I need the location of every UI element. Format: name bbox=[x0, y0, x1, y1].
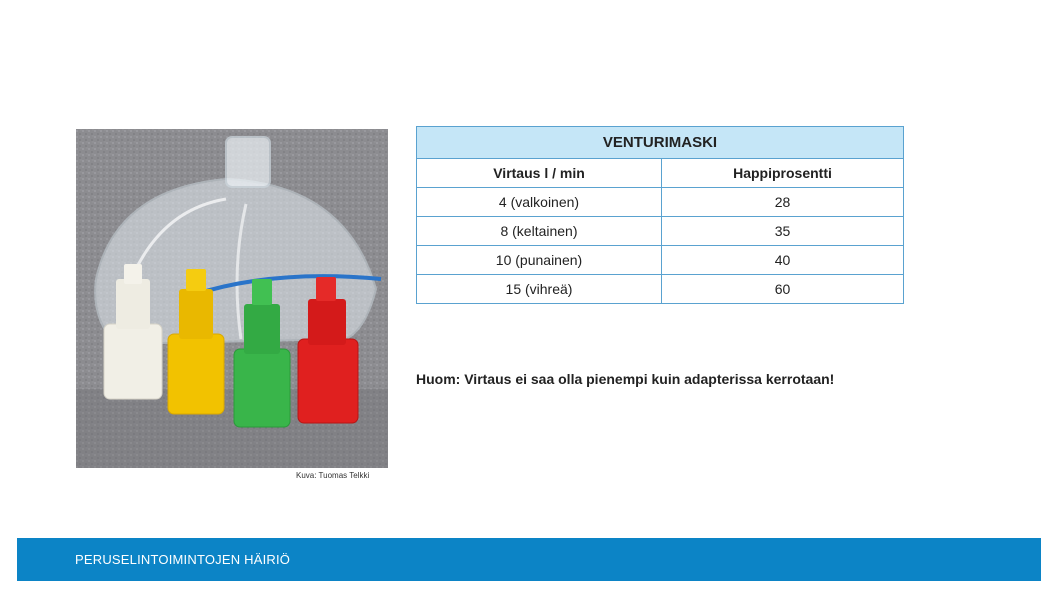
oxygen-cell: 28 bbox=[662, 188, 904, 217]
column-header-oxygen: Happiprosentti bbox=[662, 159, 904, 188]
table-header-row bbox=[417, 159, 904, 188]
oxygen-cell: 60 bbox=[662, 275, 904, 304]
flow-cell: 10 (punainen) bbox=[417, 246, 662, 275]
table-row bbox=[417, 246, 904, 275]
venturi-mask-photo bbox=[76, 129, 388, 468]
oxygen-cell: 35 bbox=[662, 217, 904, 246]
table-row bbox=[417, 188, 904, 217]
flow-cell: 4 (valkoinen) bbox=[417, 188, 662, 217]
table-row bbox=[417, 217, 904, 246]
venturi-mask-image bbox=[76, 129, 388, 468]
column-header-flow: Virtaus l / min bbox=[417, 159, 662, 188]
table-row bbox=[417, 275, 904, 304]
venturi-table bbox=[416, 126, 904, 304]
warning-note: Huom: Virtaus ei saa olla pienempi kuin adapterissa kerrotaan! bbox=[416, 371, 835, 387]
table-title: VENTURIMASKI bbox=[417, 127, 904, 159]
flow-cell: 15 (vihreä) bbox=[417, 275, 662, 304]
photo-credit: Kuva: Tuomas Telkki bbox=[296, 471, 370, 480]
footer-title: PERUSELINTOIMINTOJEN HÄIRIÖ bbox=[75, 552, 291, 567]
oxygen-cell: 40 bbox=[662, 246, 904, 275]
footer-bar bbox=[17, 538, 1041, 581]
flow-cell: 8 (keltainen) bbox=[417, 217, 662, 246]
